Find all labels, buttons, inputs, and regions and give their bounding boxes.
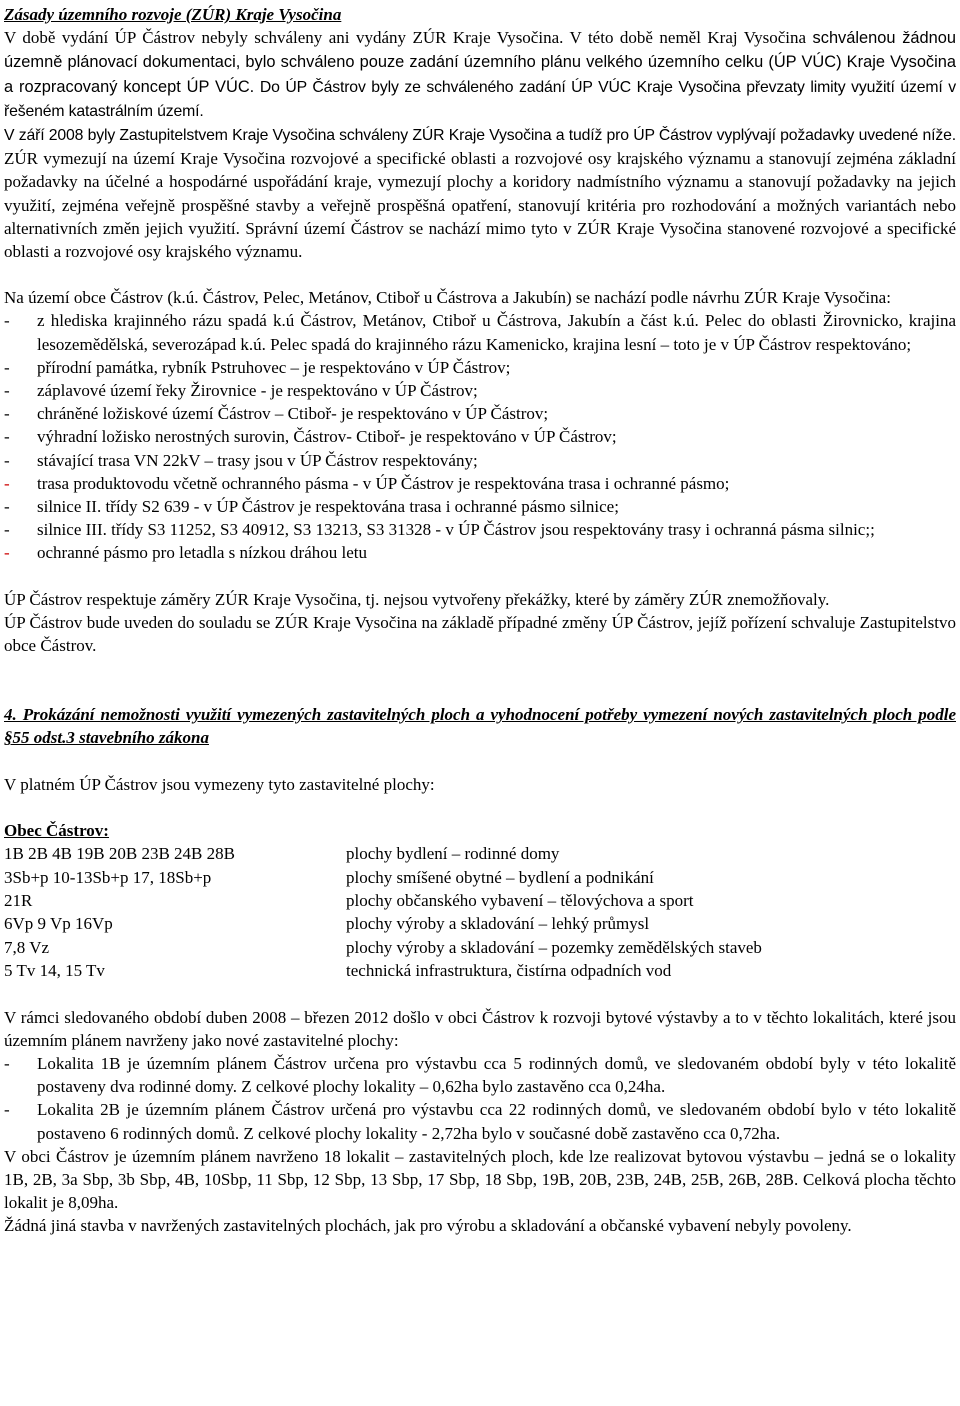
list-item [4, 309, 956, 355]
zur-paragraph-5: ÚP Částrov bude uveden do souladu se ZÚR Kraje Vysočina na základě případné změny ÚP Částrov, jejíž pořízení schvaluje Zastupitelstvo obce Částrov. [4, 612, 956, 656]
list-bullet: - [4, 404, 10, 424]
table-row [4, 936, 762, 959]
table-row [4, 959, 762, 982]
zone-desc: plochy výroby a skladování – pozemky zemědělských staveb [346, 937, 762, 957]
list-item-text: přírodní památka, rybník Pstruhovec – je respektováno v ÚP Částrov; [37, 357, 511, 377]
spacer [4, 750, 956, 773]
zone-code: 5 Tv 14, 15 Tv [4, 961, 105, 981]
list-item-text: záplavové území řeky Žirovnice - je respektováno v ÚP Částrov; [37, 381, 478, 401]
list-item [4, 541, 956, 564]
zur-p1-sans: schválenou žádnou územně plánovací dokumentaci, bylo schváleno pouze zadání územního plánu velkého územního celku (ÚP VÚC) Kraje Vysočina a rozpracovaný koncept ÚP VÚC. [4, 29, 957, 96]
list-bullet-red: - [4, 543, 10, 563]
zone-code: 1B 2B 4B 19B 20B 23B 24B 28B [4, 844, 235, 864]
zur-paragraph-1 [4, 26, 956, 123]
list-bullet: - [4, 497, 10, 517]
section-4-intro: V platném ÚP Částrov jsou vymezeny tyto zastavitelné plochy: [4, 774, 435, 794]
zone-code: 3Sb+p 10-13Sb+p 17, 18Sb+p [4, 867, 212, 887]
list-item-text: silnice II. třídy S2 639 - v ÚP Částrov je respektována trasa i ochranné pásmo silnice; [37, 497, 619, 517]
zone-code: 6Vp 9 Vp 16Vp [4, 914, 113, 934]
localities-list [4, 1052, 956, 1145]
list-item [4, 1052, 956, 1098]
list-bullet: - [4, 311, 10, 331]
list-item [4, 472, 956, 495]
localities-summary-paragraph: V obci Částrov je územním plánem navrženo 18 lokalit – zastavitelných ploch, kde lze realizovat bytovou výstavbu – jedná se o lokality 1B, 2B, 3a Sbp, 3b Sbp, 4B, 10Sbp, 11 Sbp, 12 Sbp, 13 Sbp, 17 Sbp, 18 Sbp, 19B, 20B, 23B, 24B, 25B, 26B, 28B. Celková plocha těchto lokalit je 8,09ha. [4, 1146, 956, 1213]
list-item-text: Lokalita 1B je územním plánem Částrov určena pro výstavbu cca 5 rodinných domů, ve sledovaném období byly v této lokalitě postaveny dva rodinné domy. Z celkové plochy lokality – 0,62ha bylo zastavěno cca 0,24ha. [37, 1053, 956, 1097]
period-paragraph: V rámci sledovaného období duben 2008 – březen 2012 došlo v obci Částrov k rozvoji bytové výstavby a to v těchto lokalitách, které jsou územním plánem navrženy jako nové zastavitelné plochy: [4, 1007, 956, 1050]
list-item-text: stávající trasa VN 22kV – trasy jsou v ÚP Částrov respektovány; [37, 450, 478, 470]
zur-paragraph-2 [4, 123, 956, 263]
zone-code: 7,8 Vz [4, 937, 50, 957]
zur-p2-serif: ZÚR vymezují na území Kraje Vysočina rozvojové a specifické oblasti a rozvojové osy krajského významu a stanovují zejména základní požadavky na účelné a hospodárné uspořádání kraje, vymezují plochy a koridory nadmístního významu a stanovují požadavky na jejich využití, zejména veřejně prospěšné stavby a veřejně prospěšná opatření, stanovují kritéria pro rozhodování a možných variantách nebo alternativních změn jejich využití. Správní území Částrov se nachází mimo tyto v ZÚR Kraje Vysočina stanovené rozvojové a specifické oblasti a rozvojové osy krajského významu. [4, 149, 956, 262]
list-bullet-red: - [4, 473, 10, 493]
list-item [4, 425, 956, 448]
zone-desc: plochy bydlení – rodinné domy [346, 844, 560, 864]
list-item [4, 379, 956, 402]
table-row [4, 866, 762, 889]
zur-p2-cond: V září 2008 byly Zastupitelstvem Kraje Vysočina schváleny ZÚR Kraje Vysočina a tudíž pro ÚP Částrov vyplývají požadavky uvedené níže. [4, 127, 956, 145]
list-item [4, 402, 956, 425]
list-bullet: - [4, 427, 10, 447]
list-item-text: z hlediska krajinného rázu spadá k.ú Částrov, Metánov, Ctiboř u Částrova, Jakubín a část k.ú. Pelec do oblasti Žirovnicko, krajina lesozemědělská, severozápad k.ú. Pelec spadá do krajinného rázu Kamenicko, krajina lesní – toto je v ÚP Částrov respektováno; [37, 311, 956, 354]
obec-label: Obec Částrov: [4, 820, 109, 840]
zone-desc: plochy smíšené obytné – bydlení a podnikání [346, 867, 654, 887]
spacer [4, 263, 956, 286]
list-bullet: - [4, 520, 10, 540]
zur-p1-cond: Do ÚP Částrov byly ze schváleného zadání ÚP VÚC Kraje Vysočina převzaty limity využití území v řešeném katastrálním území. [4, 78, 957, 120]
list-bullet: - [4, 1100, 10, 1120]
list-item-text: silnice III. třídy S3 11252, S3 40912, S3 13213, S3 31328 - v ÚP Částrov jsou respektovány trasy i ochranná pásma silnic;; [37, 520, 875, 540]
list-item-text: chráněné ložiskové území Částrov – Ctiboř- je respektováno v ÚP Částrov; [37, 404, 549, 424]
list-bullet: - [4, 357, 10, 377]
table-row [4, 889, 762, 912]
spacer [4, 657, 956, 703]
table-row [4, 912, 762, 935]
list-item-text: výhradní ložisko nerostných surovin, Částrov- Ctiboř- je respektováno v ÚP Částrov; [37, 427, 617, 447]
zur-p1-serif: V době vydání ÚP Částrov nebyly schváleny ani vydány ZÚR Kraje Vysočina. V této době neměl Kraj Vysočina [4, 28, 807, 48]
zur-paragraph-4: ÚP Částrov respektuje záměry ZÚR Kraje Vysočina, tj. nejsou vytvořeny překážky, které by záměry ZÚR znemožňovaly. [4, 589, 830, 609]
zone-desc: technická infrastruktura, čistírna odpadních vod [346, 961, 672, 981]
list-bullet: - [4, 450, 10, 470]
list-item-text: ochranné pásmo pro letadla s nízkou dráhou letu [37, 543, 367, 563]
list-item-text: trasa produktovodu včetně ochranného pásma - v ÚP Částrov je respektována trasa i ochranné pásmo; [37, 473, 730, 493]
spacer [4, 983, 956, 1006]
list-item [4, 356, 956, 379]
zone-code: 21R [4, 890, 33, 910]
spacer [4, 565, 956, 588]
list-item-text: Lokalita 2B je územním plánem Částrov určená pro výstavbu cca 22 rodinných domů, ve sledovaném období bylo v této lokalitě postaveno 6 rodinných domů. Z celkové plochy lokality - 2,72ha bylo v současné době zastavěno cca 0,72ha. [37, 1100, 956, 1143]
list-item [4, 495, 956, 518]
list-item [4, 518, 956, 541]
zur-paragraph-3: Na území obce Částrov (k.ú. Částrov, Pelec, Metánov, Ctiboř u Částrova a Jakubín) se nachází podle návrhu ZÚR Kraje Vysočina: [4, 288, 891, 308]
list-item [4, 449, 956, 472]
list-bullet: - [4, 381, 10, 401]
list-bullet: - [4, 1053, 10, 1073]
zones-table [4, 842, 762, 982]
spacer [4, 796, 956, 819]
zur-section-title: Zásady územního rozvoje (ZÚR) Kraje Vysočina [4, 5, 342, 24]
zone-desc: plochy občanského vybavení – tělovýchova a sport [346, 890, 694, 910]
final-paragraph: Žádná jiná stavba v navržených zastavitelných plochách, jak pro výrobu a skladování a občanské vybavení nebyly povoleny. [4, 1216, 852, 1236]
section-4-title: 4. Prokázání nemožnosti využití vymezených zastavitelných ploch a vyhodnocení potřeby vymezení nových zastavitelných ploch podle §55 odst.3 stavebního zákona [4, 705, 956, 748]
table-row [4, 842, 762, 865]
zur-requirements-list [4, 309, 956, 564]
zone-desc: plochy výroby a skladování – lehký průmysl [346, 914, 650, 934]
list-item [4, 1098, 956, 1144]
